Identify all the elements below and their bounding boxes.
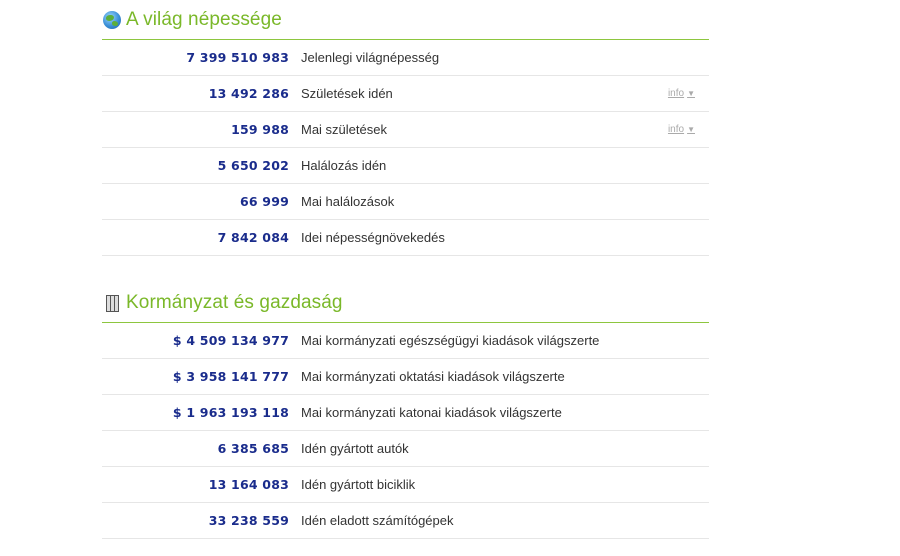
stat-value: 5 650 202 — [217, 158, 289, 173]
stat-row — [102, 148, 709, 184]
stat-row — [102, 184, 709, 220]
stat-value: 66 999 — [239, 194, 289, 209]
info-link[interactable]: info — [667, 124, 685, 135]
stat-value: $ 3 958 141 777 — [172, 369, 289, 384]
stat-row — [102, 503, 709, 539]
stat-value: 33 238 559 — [208, 513, 289, 528]
stat-row — [102, 76, 709, 112]
info-toggle[interactable] — [668, 124, 695, 135]
info-toggle[interactable] — [668, 88, 695, 99]
section-header — [102, 283, 709, 323]
stat-label: Mai kormányzati egészségügyi kiadások világszerte — [301, 333, 600, 348]
stat-value: $ 4 509 134 977 — [172, 333, 289, 348]
stat-row — [102, 112, 709, 148]
stat-row — [102, 395, 709, 431]
counters-panel — [102, 0, 709, 539]
stat-label: Halálozás idén — [301, 158, 387, 173]
stat-row — [102, 359, 709, 395]
section-title: A világ népessége — [126, 8, 282, 30]
stat-row — [102, 323, 709, 359]
caret-down-icon: ▼ — [687, 125, 695, 134]
stat-label: Idén gyártott biciklik — [301, 477, 416, 492]
stat-label: Mai kormányzati oktatási kiadások világszerte — [301, 369, 565, 384]
info-link[interactable]: info — [667, 88, 685, 99]
stat-row — [102, 467, 709, 503]
stat-label: Idén eladott számítógépek — [301, 513, 454, 528]
stat-value: 13 492 286 — [208, 86, 289, 101]
globe-icon — [102, 10, 122, 30]
stat-row — [102, 220, 709, 256]
stat-row — [102, 431, 709, 467]
stat-value: 6 385 685 — [217, 441, 289, 456]
stat-value: 159 988 — [231, 122, 289, 137]
section-title: Kormányzat és gazdaság — [126, 291, 343, 313]
section-government-economy — [102, 283, 709, 539]
stat-label: Születések idén — [301, 86, 393, 101]
government-building-icon — [102, 293, 122, 313]
stat-label: Jelenlegi világnépesség — [301, 50, 440, 65]
stat-value: 7 399 510 983 — [186, 50, 289, 65]
stat-value: 7 842 084 — [217, 230, 289, 245]
stat-value: 13 164 083 — [208, 477, 289, 492]
section-world-population — [102, 0, 709, 256]
section-header — [102, 0, 709, 40]
stat-label: Mai halálozások — [301, 194, 395, 209]
stat-value: $ 1 963 193 118 — [172, 405, 289, 420]
stat-row — [102, 40, 709, 76]
stat-label: Idén gyártott autók — [301, 441, 409, 456]
stat-label: Mai kormányzati katonai kiadások világszerte — [301, 405, 562, 420]
stat-label: Idei népességnövekedés — [301, 230, 445, 245]
stat-label: Mai születések — [301, 122, 387, 137]
caret-down-icon: ▼ — [687, 89, 695, 98]
